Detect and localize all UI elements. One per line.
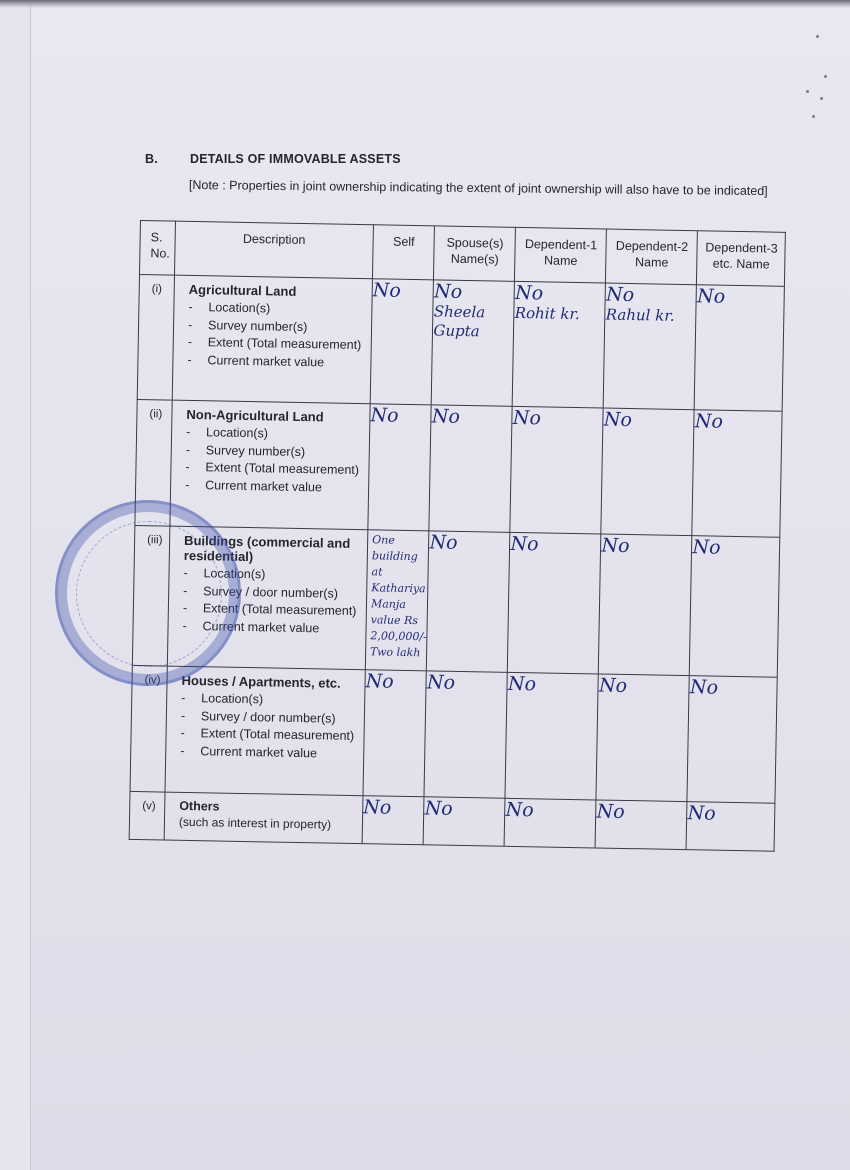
row-title: Buildings (commercial and residential) <box>183 532 351 565</box>
cell-self: No <box>368 404 432 531</box>
cell-spouse: No <box>424 671 507 798</box>
row-items <box>187 299 367 372</box>
cell-self: No <box>363 670 427 797</box>
cell-spouse: No <box>427 531 511 672</box>
row-item: - Location(s) <box>183 565 362 586</box>
row-item: - Current market value <box>182 617 361 638</box>
row-item: - Survey / door number(s) <box>183 582 362 603</box>
cell-dependent-3: No <box>686 802 775 852</box>
row-item: - Location(s) <box>181 690 360 711</box>
header-dependent-1: Dependent-1 Name <box>515 227 607 283</box>
row-title: Others <box>179 798 220 814</box>
row-description <box>164 792 363 844</box>
cell-dependent-2: No <box>599 534 693 676</box>
cell-dependent-2 <box>604 283 697 410</box>
row-title: Agricultural Land <box>188 281 297 299</box>
header-description: Description <box>174 221 373 279</box>
row-item: - Extent (Total measurement) <box>180 725 359 746</box>
cell-dep2-name: Rahul kr. <box>605 305 675 325</box>
row-sno: (i) <box>137 275 174 401</box>
row-description <box>172 275 372 404</box>
cell-dep2-value: No <box>605 283 635 307</box>
table-row <box>130 665 778 803</box>
cell-dependent-3: No <box>695 285 785 412</box>
header-spouse: Spouse(s) Name(s) <box>434 226 516 281</box>
row-item: - Survey number(s) <box>186 441 365 462</box>
row-title: Non-Agricultural Land <box>186 406 324 425</box>
cell-dep1-name: Rohit kr. <box>514 303 580 324</box>
row-item: - Survey number(s) <box>188 316 367 337</box>
row-title: Houses / Apartments, etc. <box>181 672 341 691</box>
cell-dependent-2: No <box>595 800 687 850</box>
row-sno: (iv) <box>130 665 167 792</box>
row-sno: (iii) <box>132 525 170 666</box>
cell-dependent-1: No <box>505 672 598 800</box>
cell-spouse <box>432 280 515 406</box>
section-note: [Note : Properties in joint ownership indicating the extent of joint ownership will also have to be indicated] <box>188 177 768 199</box>
cell-self <box>365 530 429 671</box>
row-item: - Current market value <box>185 476 364 497</box>
cell-spouse-name: Sheela Gupta <box>433 302 486 341</box>
row-item: - Extent (Total measurement) <box>188 334 367 355</box>
immovable-assets-table <box>129 220 787 852</box>
cell-dep1-value: No <box>514 281 544 305</box>
row-item: - Current market value <box>180 742 359 763</box>
cell-spouse: No <box>429 405 512 532</box>
cell-dependent-2: No <box>601 408 694 536</box>
cell-dependent-3: No <box>690 536 781 678</box>
cell-dependent-1: No <box>508 532 602 674</box>
row-subtitle: (such as interest in property) <box>178 814 332 832</box>
header-dependent-2: Dependent-2 Name <box>606 229 698 285</box>
row-item: - Extent (Total measurement) <box>183 600 362 621</box>
header-sno: S. No. <box>140 221 176 276</box>
header-dependent-3: Dependent-3 etc. Name <box>697 231 786 287</box>
row-item: - Survey / door number(s) <box>181 707 360 728</box>
row-items <box>185 424 365 497</box>
row-sno: (ii) <box>135 399 172 526</box>
cell-dependent-1: No <box>504 798 596 848</box>
cell-dependent-3: No <box>687 676 777 804</box>
cell-spouse: No <box>424 797 506 846</box>
section-title: DETAILS OF IMMOVABLE ASSETS <box>190 152 401 166</box>
row-description <box>170 400 370 530</box>
cell-dependent-1 <box>513 281 606 408</box>
page-fold-edge <box>0 0 850 8</box>
cell-self-building-note: One building at Kathariya Manja value Rs 2,00,000/- Two lakh <box>370 533 427 660</box>
cell-self: No <box>370 279 434 405</box>
row-items <box>180 690 360 763</box>
cell-self: No <box>362 796 424 845</box>
row-item: - Location(s) <box>188 299 367 320</box>
table-row <box>135 399 783 537</box>
table-row <box>132 525 780 677</box>
row-description <box>165 666 365 796</box>
cell-dependent-2: No <box>596 674 689 802</box>
table-row <box>137 275 785 412</box>
row-sno: (v) <box>129 791 165 840</box>
cell-dependent-1: No <box>510 406 603 534</box>
row-description <box>167 526 368 670</box>
row-items <box>182 565 362 638</box>
cell-dependent-3: No <box>692 410 782 538</box>
row-item: - Extent (Total measurement) <box>185 459 364 480</box>
row-item: - Current market value <box>187 351 366 372</box>
cell-spouse-value: No <box>433 280 463 303</box>
row-item: - Location(s) <box>186 424 365 445</box>
section-number: B. <box>145 152 158 166</box>
header-self: Self <box>372 225 434 280</box>
